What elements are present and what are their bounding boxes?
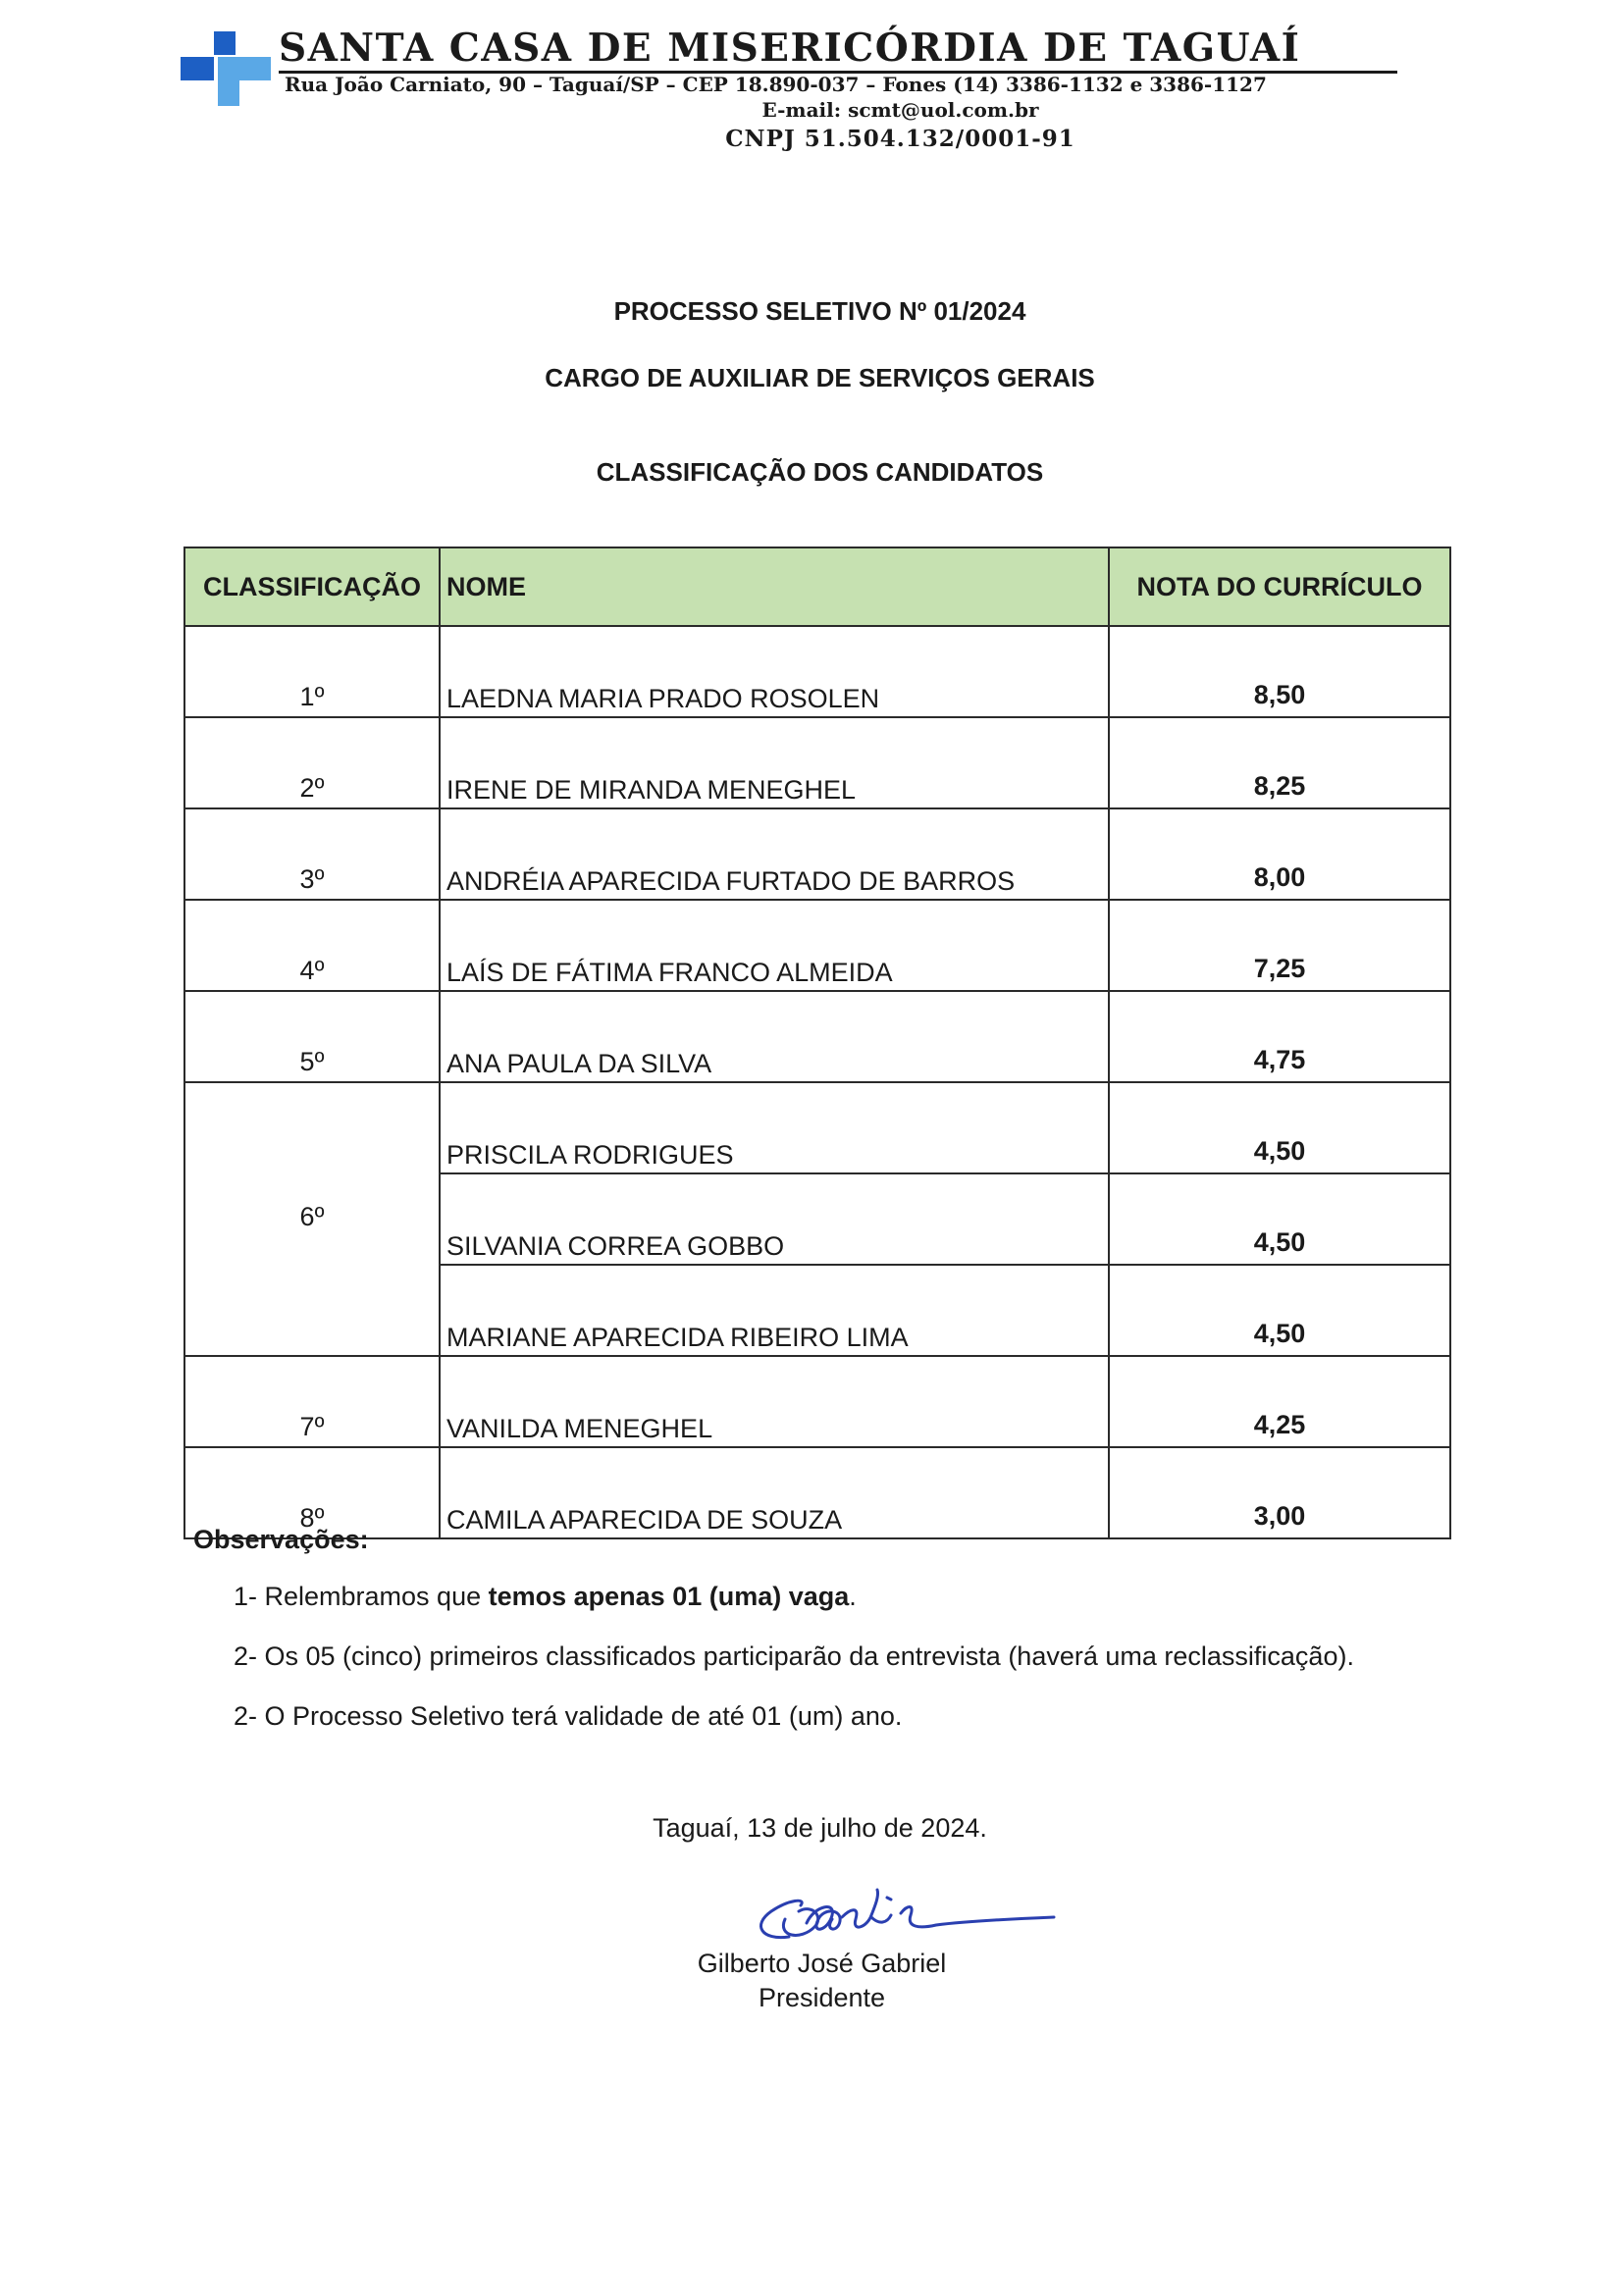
candidate-name-cell: SILVANIA CORREA GOBBO [440,1173,1109,1265]
candidate-name-cell: ANDRÉIA APARECIDA FURTADO DE BARROS [440,808,1109,900]
rank-cell: 5º [184,991,440,1082]
institution-address: Rua João Carniato, 90 – Taguaí/SP – CEP 18.890-037 – Fones (14) 3386-1132 e 3386-1127 [285,73,1267,96]
grade-cell: 8,25 [1109,717,1450,808]
candidate-name-cell: IRENE DE MIRANDA MENEGHEL [440,717,1109,808]
column-header-grade: NOTA DO CURRÍCULO [1109,547,1450,626]
rank-cell: 4º [184,900,440,991]
grade-cell: 4,50 [1109,1265,1450,1356]
grade-cell: 8,00 [1109,808,1450,900]
candidate-name-cell: VANILDA MENEGHEL [440,1356,1109,1447]
rank-cell: 7º [184,1356,440,1447]
rank-cell: 8º [184,1447,440,1538]
table-row [184,1356,1450,1447]
document-date: Taguaí, 13 de julho de 2024. [653,1813,987,1843]
institution-email: E-mail: scmt@uol.com.br [761,98,1039,122]
rank-cell: 6º [184,1082,440,1356]
classification-title: CLASSIFICAÇÃO DOS CANDIDATOS [596,457,1044,487]
candidate-name-cell: LAEDNA MARIA PRADO ROSOLEN [440,626,1109,717]
table-row [184,626,1450,717]
observations-list [234,1582,1354,1761]
table-row [184,1447,1450,1538]
column-header-classification: CLASSIFICAÇÃO [184,547,440,626]
table-row [184,1082,1450,1173]
process-title: PROCESSO SELETIVO Nº 01/2024 [613,296,1026,326]
observation-text: . [849,1582,857,1611]
grade-cell: 4,75 [1109,991,1450,1082]
grade-cell: 8,50 [1109,626,1450,717]
candidate-name-cell: PRISCILA RODRIGUES [440,1082,1109,1173]
rank-cell: 2º [184,717,440,808]
grade-cell: 3,00 [1109,1447,1450,1538]
ranking-table [183,547,1451,1539]
position-title: CARGO DE AUXILIAR DE SERVIÇOS GERAIS [545,363,1095,392]
candidate-name-cell: ANA PAULA DA SILVA [440,991,1109,1082]
observation-item-3: 2- O Processo Seletivo terá validade de até 01 (um) ano. [234,1701,903,1731]
rank-cell: 1º [184,626,440,717]
observation-item-2: 2- Os 05 (cinco) primeiros classificados participarão da entrevista (haverá uma reclassificação). [234,1641,1354,1671]
table-row [184,900,1450,991]
column-header-name: NOME [440,547,1109,626]
observation-text: 1- Relembramos que [234,1582,489,1611]
observation-emphasis: temos apenas 01 (uma) vaga [488,1582,850,1611]
signer-name: Gilberto José Gabriel [697,1949,947,1978]
observations-title: Observações: [193,1525,369,1554]
grade-cell: 4,25 [1109,1356,1450,1447]
observation-item-1 [234,1582,1354,1641]
candidate-name-cell: CAMILA APARECIDA DE SOUZA [440,1447,1109,1538]
grade-cell: 4,50 [1109,1173,1450,1265]
candidate-name-cell: LAÍS DE FÁTIMA FRANCO ALMEIDA [440,900,1109,991]
blue-cross-logo [181,29,271,108]
institution-cnpj: CNPJ 51.504.132/0001-91 [725,126,1075,152]
institution-name: SANTA CASA DE MISERICÓRDIA DE TAGUAÍ [279,26,1301,71]
grade-cell: 7,25 [1109,900,1450,991]
table-header-row [184,547,1450,626]
table-row [184,991,1450,1082]
table-row [184,808,1450,900]
rank-cell: 3º [184,808,440,900]
signer-role: Presidente [758,1983,886,2012]
candidate-name-cell: MARIANE APARECIDA RIBEIRO LIMA [440,1265,1109,1356]
grade-cell: 4,50 [1109,1082,1450,1173]
table-row [184,717,1450,808]
